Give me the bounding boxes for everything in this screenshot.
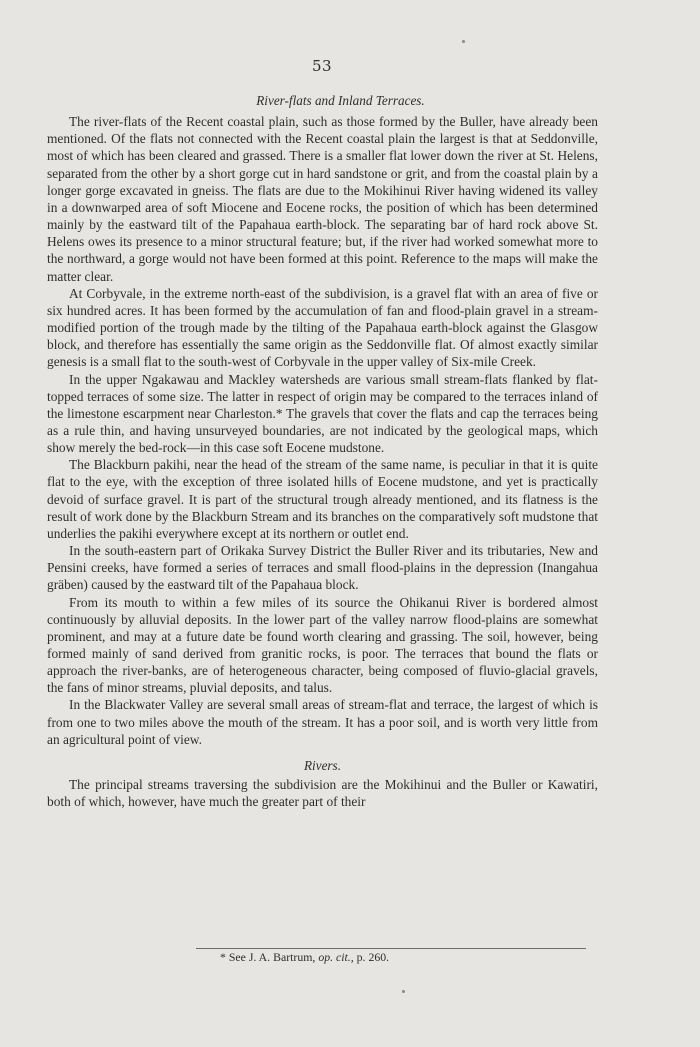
footnote-text: * See J. A. Bartrum, [220, 950, 316, 964]
footnote-citation: op. cit., [318, 950, 354, 964]
paragraph: At Corbyvale, in the extreme north-east of the subdivision, is a gravel flat with an area of five or six hundred acres. It has been formed by the accumulation of fan and flood-plain gravel in a stream-modified portion of the trough made by the tilting of the Papahaua earth-block against the Glasgow block, and therefore has essentially the same origin as the Seddonville flat. Of almost exactly similar genesis is a small flat to the south-west of Corbyvale in the upper valley of Six-mile Creek. [47, 285, 598, 370]
paragraph: In the upper Ngakawau and Mackley watersheds are various small stream-flats flanked by flat-topped terraces of some size. The latter in respect of origin may be compared to the terraces inland of the limestone escarpment near Charleston.* The gravels that cover the flats and cap the terraces being as a rule thin, and having unsurveyed boundaries, are not indicated by the geological maps, which show merely the bed-rock—in this case soft Eocene mudstone. [47, 371, 598, 456]
paper-speck [462, 40, 465, 43]
paragraph: The Blackburn pakihi, near the head of the stream of the same name, is peculiar in that it is quite flat to the eye, with the exception of three isolated hills of Eocene mudstone, and yet is practically devoid of surface gravel. It is part of the structural trough already mentioned, and its flatness is the result of work done by the Blackburn Stream and its branches on the comparatively soft mudstone that underlies the pakihi everywhere except at its northern or outlet end. [47, 457, 598, 541]
section-heading-river-flats: River-flats and Inland Terraces. [256, 93, 425, 108]
paragraph: From its mouth to within a few miles of its source the Ohikanui River is bordered almost continuously by alluvial deposits. In the lower part of the valley narrow flood-plains are somewhat prominent, and may at a future date be found worth clearing and grassing. The soil, however, being formed mainly of sand derived from granitic rocks, is poor. The terraces that bound the flats or approach the river-banks, are of heterogeneous character, being composed of fluvio-glacial gravels, the fans of minor streams, pluvial deposits, and talus. [47, 594, 598, 696]
paragraph: In the south-eastern part of Orikaka Survey District the Buller River and its tributaries, New and Pensini creeks, have formed a series of terraces and small flood-plains in the depression (Inangahua gräben) caused by the eastward tilt of the Papahaua block. [47, 543, 598, 593]
body-text [47, 92, 598, 810]
page-number: 53 [311, 57, 333, 75]
footnote [220, 950, 389, 965]
paragraph: In the Blackwater Valley are several small areas of stream-flat and terrace, the largest of which is from one to two miles above the mouth of the stream. It has a poor soil, and is worth very little from an agricultural point of view. [47, 697, 598, 747]
section-heading-rivers: Rivers. [304, 757, 341, 773]
footnote-divider [196, 948, 586, 949]
paragraph: The principal streams traversing the subdivision are the Mokihinui and the Buller or Kawatiri, both of which, however, have much the greater part of their [47, 777, 598, 810]
footnote-page: p. 260. [356, 950, 390, 964]
paper-speck [402, 990, 405, 993]
paragraph: The river-flats of the Recent coastal plain, such as those formed by the Buller, have already been mentioned. Of the flats not connected with the Recent coastal plain the largest is that at Seddonville, most of which has been cleared and grassed. There is a smaller flat lower down the river at St. Helens, separated from the other by a short gorge cut in hard sandstone or grit, and from the coastal plain by a longer gorge excavated in gneiss. The flats are due to the Mokihinui River having widened its valley in a downwarped area of soft Miocene and Eocene rocks, the position of which has been determined mainly by the eastward tilt of the Papahaua earth-block. The separating bar of hard rock above St. Helens owes its presence to a minor structural feature; but, if the river had worked somewhat more to the northward, a gorge would not have been formed at this point. Reference to the maps will make the matter clear. [47, 114, 598, 284]
